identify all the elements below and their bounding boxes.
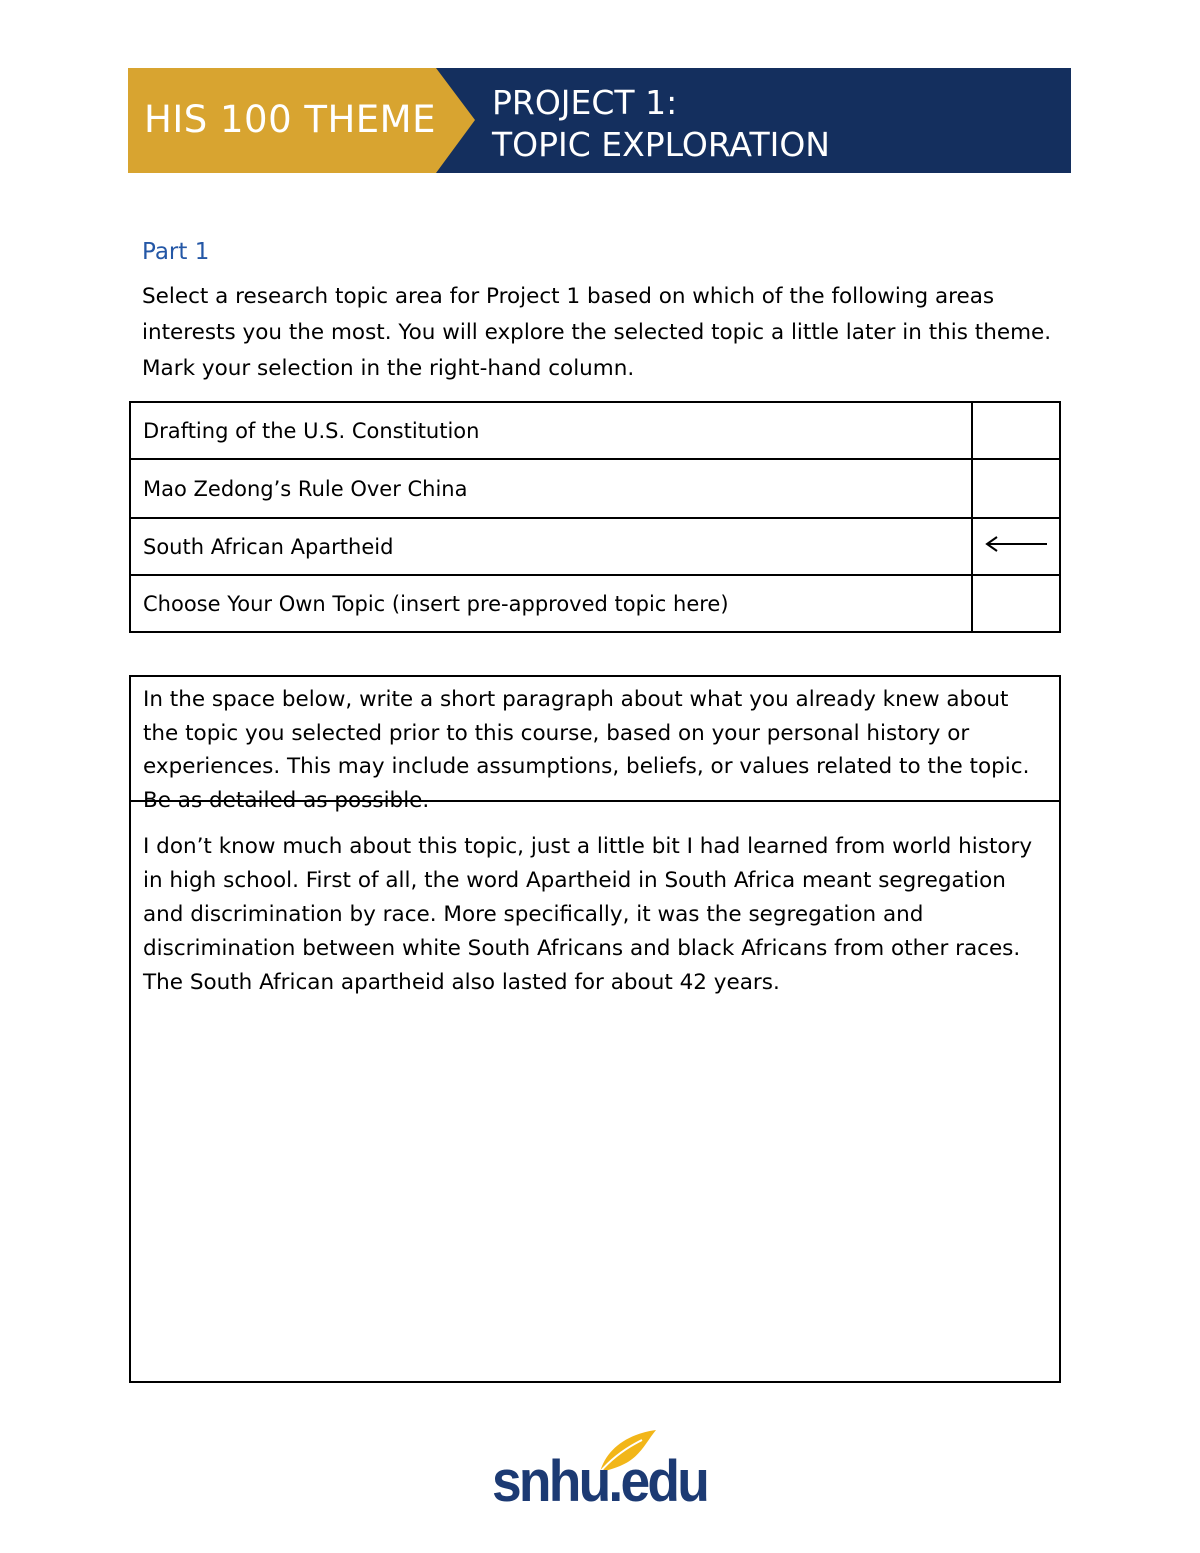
response-prompt: In the space below, write a short paragraph about what you already knew about the topic you selected prior to this course, based on your personal history or experiences. This may include assumptions, beliefs, or values related to the topic. Be as detailed as possible. (131, 677, 1059, 802)
topic-row (130, 518, 1060, 575)
topic-row (130, 575, 1060, 632)
header-banner (128, 68, 1071, 173)
topic-selection-cell[interactable] (972, 459, 1060, 518)
topic-selection-cell[interactable] (972, 518, 1060, 575)
topic-selection-cell[interactable] (972, 575, 1060, 632)
topic-label: Choose Your Own Topic (insert pre-approved topic here) (130, 575, 972, 632)
topic-row (130, 402, 1060, 459)
theme-title: HIS 100 THEME (144, 98, 436, 141)
response-answer[interactable]: I don’t know much about this topic, just a little bit I had learned from world history in high school. First of all, the word Apartheid in South Africa meant segregation and discrimination by race. More specifically, it was the segregation and discrimination between white South Africans and black Africans from other races. The South African apartheid also lasted for about 42 years. (143, 834, 1033, 995)
project-title (492, 82, 830, 166)
response-box (129, 675, 1061, 1383)
topic-label: Drafting of the U.S. Constitution (130, 402, 972, 459)
part-heading: Part 1 (142, 239, 210, 265)
topic-label: Mao Zedong’s Rule Over China (130, 459, 972, 518)
left-arrow-icon (983, 534, 1049, 554)
project-title-line2: TOPIC EXPLORATION (492, 125, 830, 164)
topic-selection-cell[interactable] (972, 402, 1060, 459)
topic-row (130, 459, 1060, 518)
part-instructions: Select a research topic area for Project 1 based on which of the following areas interests you the most. You will explore the selected topic a little later in this theme. Mark your selection in the right-hand column. (142, 284, 1052, 381)
project-title-line1: PROJECT 1: (492, 83, 678, 122)
topic-label: South African Apartheid (130, 518, 972, 575)
topic-selection-table (129, 401, 1061, 633)
logo-wordmark: snhu.edu (492, 1449, 708, 1514)
snhu-logo (492, 1428, 708, 1518)
